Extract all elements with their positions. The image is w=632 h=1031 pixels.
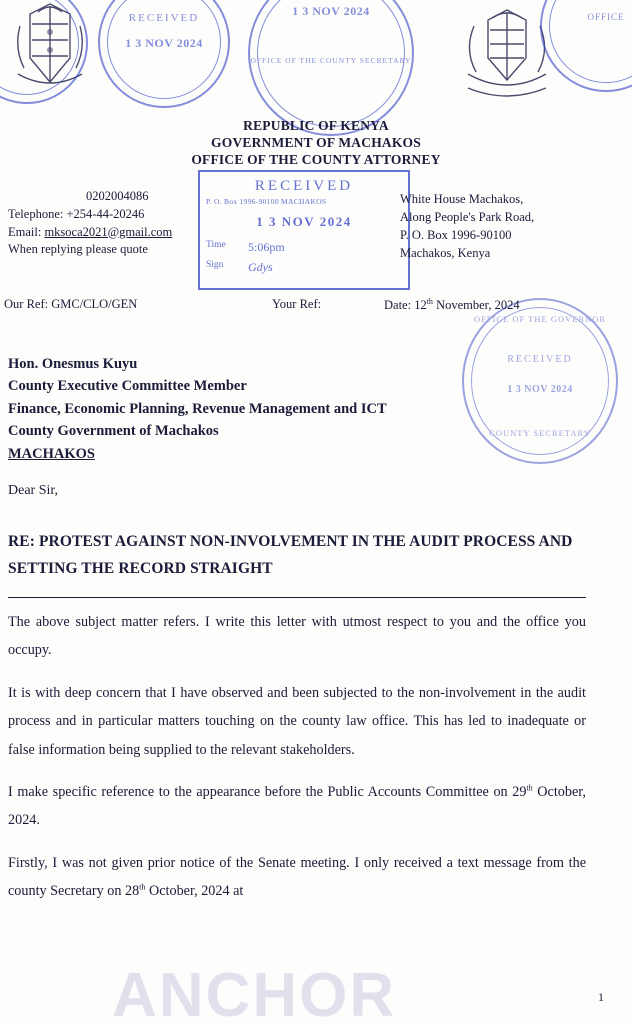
date-rest: November, 2024 xyxy=(432,298,520,313)
paragraph-4 xyxy=(8,849,586,906)
addressee-organisation: County Government of Machakos xyxy=(8,423,219,440)
addressee-town: MACHAKOS xyxy=(8,445,95,462)
salutation: Dear Sir, xyxy=(8,483,58,498)
contact-email-link[interactable]: mksoca2021@gmail.com xyxy=(44,224,173,239)
letter-body xyxy=(8,608,586,920)
seal-governor-top-text: OFFICE OF THE GOVERNOR xyxy=(473,314,607,324)
paragraph-1: The above subject matter refers. I write this letter with utmost respect to you and the office you occupy. xyxy=(8,614,586,659)
seal-top-left xyxy=(0,0,88,104)
stamp-office-label: OFFICE xyxy=(587,12,625,22)
contact-phone-number: 0202004086 xyxy=(86,189,149,203)
stamp-office-county-secretary-label: OFFICE OF THE COUNTY SECRETARY xyxy=(250,56,412,65)
contact-block-left xyxy=(8,188,218,259)
stamp-date-2: 1 3 NOV 2024 xyxy=(292,4,370,18)
received-stamp-pobox: P. O. Box 1996-90100 MACHAKOS xyxy=(206,197,327,206)
letterhead-line-2: GOVERNMENT OF MACHAKOS xyxy=(211,134,421,150)
seal-county-secretary xyxy=(248,0,414,136)
received-stamp-sign-value: Gdys xyxy=(248,260,273,274)
contact-block-right xyxy=(400,190,630,263)
address-line-4: Machakos, Kenya xyxy=(400,246,491,261)
watermark: ANCHOR xyxy=(112,961,397,1030)
contact-telephone: Telephone: +254-44-20246 xyxy=(8,206,145,221)
seal-governor-date: 1 3 NOV 2024 xyxy=(507,384,573,395)
seal-governor-bottom-text: COUNTY SECRETARY xyxy=(489,428,591,438)
addressee-block xyxy=(8,353,387,465)
seal-top-right xyxy=(540,0,632,92)
addressee-title: County Executive Committee Member xyxy=(8,378,247,395)
seal-governor xyxy=(462,298,618,464)
paragraph-4-before: Firstly, I was not given prior notice of the Senate meeting. I only received a text message from the county Secretary on 28 xyxy=(8,854,586,900)
received-stamp-title: RECEIVED xyxy=(254,178,354,194)
paragraph-4-sup: th xyxy=(139,882,146,892)
paragraph-3 xyxy=(8,778,586,835)
our-ref: Our Ref: GMC/CLO/GEN xyxy=(4,297,138,311)
paragraph-3-after: October, 2024. xyxy=(8,784,586,829)
your-ref: Your Ref: xyxy=(272,297,322,311)
seal-received-1 xyxy=(98,0,230,108)
coat-of-arms-right-icon xyxy=(452,4,562,100)
received-stamp-sign-label: Sign xyxy=(206,260,224,270)
paragraph-2: It is with deep concern that I have observed and been subjected to the non-involvement in the audit process and in particular matters touching on the county law office. This has led to inadequate or false information being supplied to the relevant stakeholders. xyxy=(8,684,586,758)
address-line-3: P. O. Box 1996-90100 xyxy=(400,228,512,243)
paragraph-4-after: October, 2024 at xyxy=(145,883,244,900)
address-line-2: Along People's Park Road, xyxy=(400,210,535,225)
paragraph-3-sup: th xyxy=(526,783,533,793)
received-stamp-time-label: Time xyxy=(206,240,226,250)
received-stamp-date: 1 3 NOV 2024 xyxy=(256,214,352,229)
received-stamp-time-value: 5:06pm xyxy=(248,240,285,254)
subject-line: RE: PROTEST AGAINST NON-INVOLVEMENT IN THE AUDIT PROCESS AND SETTING THE RECORD STRAIGHT xyxy=(8,533,573,578)
date-day: 12 xyxy=(414,298,427,313)
letterhead-line-3: OFFICE OF THE COUNTY ATTORNEY xyxy=(191,151,441,167)
coat-of-arms-icon xyxy=(8,0,92,102)
contact-reply-note: When replying please quote xyxy=(8,242,148,257)
letterhead-line-1: REPUBLIC OF KENYA xyxy=(243,118,389,133)
received-stamp-box xyxy=(198,170,410,290)
stamp-received-label-1: RECEIVED xyxy=(128,12,200,24)
date-suffix: th xyxy=(426,297,433,306)
letter-date xyxy=(384,297,520,313)
subject-divider xyxy=(8,597,586,598)
date-label: Date: xyxy=(384,298,412,313)
address-line-1: White House Machakos, xyxy=(400,192,524,206)
addressee-department: Finance, Economic Planning, Revenue Management and ICT xyxy=(8,400,387,417)
paragraph-3-before: I make specific reference to the appearance before the Public Accounts Committee on 29 xyxy=(8,784,527,801)
letterhead xyxy=(0,118,632,169)
page-number: 1 xyxy=(598,990,604,1004)
seal-governor-center-text: RECEIVED xyxy=(507,354,573,365)
addressee-name: Hon. Onesmus Kuyu xyxy=(8,356,138,372)
contact-email-label: Email: xyxy=(8,224,42,239)
stamp-received-date-1: 1 3 NOV 2024 xyxy=(125,36,203,50)
